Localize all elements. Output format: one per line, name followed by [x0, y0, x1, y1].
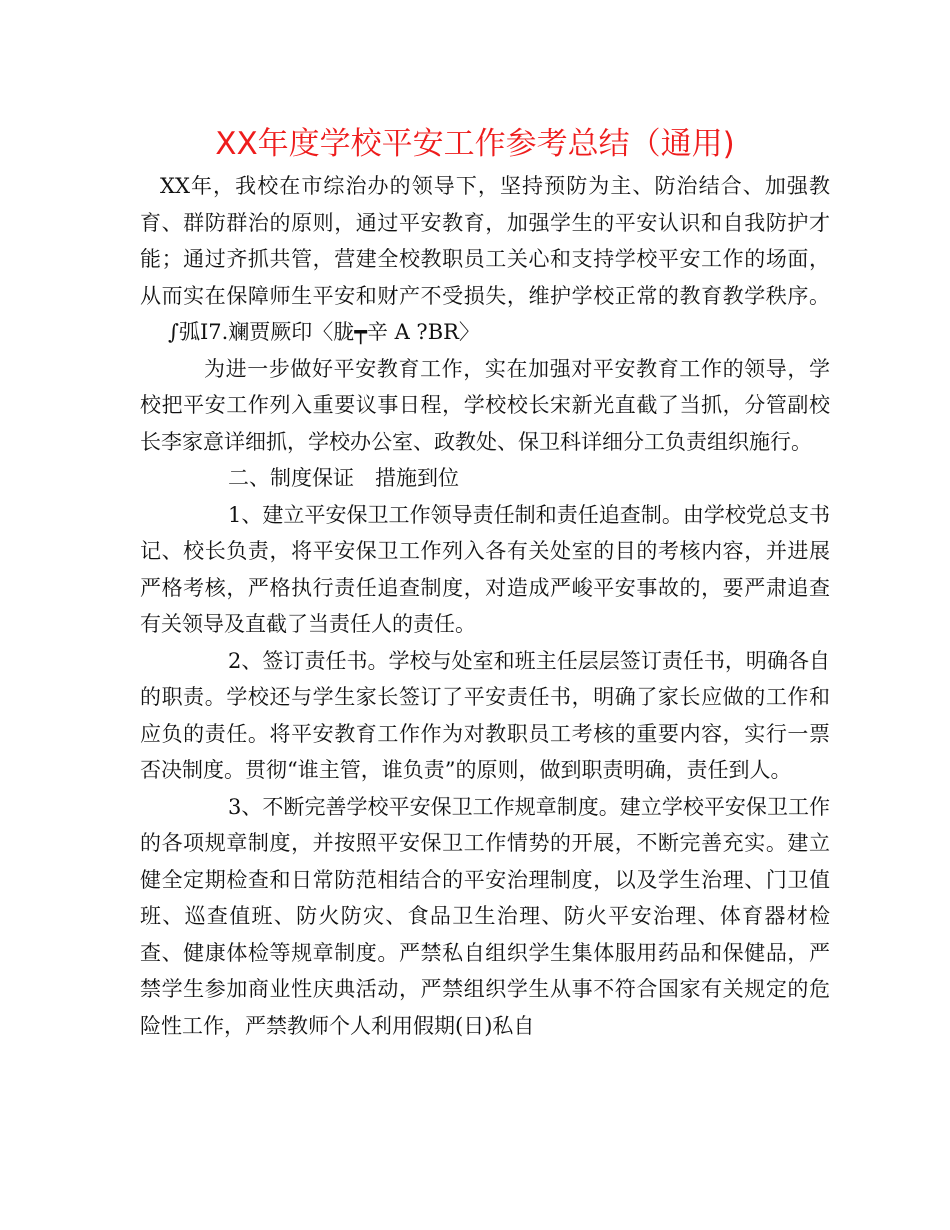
paragraph-item-2: 2、签订责任书。学校与处室和班主任层层签订责任书，明确各自的职责。学校还与学生家长签订了平安责任书，明确了家长应做的工作和应负的责任。将平安教育工作作为对教职员工考核的重要内容，实行一票否决制度。贯彻“谁主管，谁负责”的原则，做到职责明确，责任到人。 [140, 648, 830, 782]
garbled-text: ∫弧I7.斓贾厥印〈胧┯辛 A ?BR〉 [168, 320, 480, 344]
paragraph-intro [140, 168, 830, 351]
section-heading-2: 二、制度保证 措施到位 [228, 466, 459, 490]
document-title: XX年度学校平安工作参考总结（通用) [215, 126, 735, 162]
paragraph-item-1: 1、建立平安保卫工作领导责任制和责任追查制。由学校党总支书记、校长负责，将平安保卫工作列入各有关处室的目的考核内容，并进展严格考核，严格执行责任追查制度，对造成严峻平安事故的，要严肃追查有关领导及直截了当责任人的责任。 [140, 502, 830, 636]
paragraph-leadership: 为进一步做好平安教育工作，实在加强对平安教育工作的领导，学校把平安工作列入重要议事日程，学校校长宋新光直截了当抓，分管副校长李家意详细抓，学校办公室、政教处、保卫科详细分工负责组织施行。 [140, 356, 830, 454]
paragraph-intro-text: XX年，我校在市综治办的领导下，坚持预防为主、防治结合、加强教育、群防群治的原则，通过平安教育，加强学生的平安认识和自我防护才能；通过齐抓共管，营建全校教职员工关心和支持学校平安工作的场面，从而实在保障师生平安和财产不受损失，维护学校正常的教育教学秩序。 [140, 174, 830, 308]
document-body [140, 168, 830, 1044]
paragraph-item-3: 3、不断完善学校平安保卫工作规章制度。建立学校平安保卫工作的各项规章制度，并按照平安保卫工作情势的开展，不断完善充实。建立健全定期检查和日常防范相结合的平安治理制度，以及学生治理、门卫值班、巡查值班、防火防灾、食品卫生治理、防火平安治理、体育器材检查、健康体检等规章制度。严禁私自组织学生集体服用药品和保健品，严禁学生参加商业性庆典活动，严禁组织学生从事不符合国家有关规定的危险性工作，严禁教师个人利用假期(日)私自 [140, 794, 830, 1038]
